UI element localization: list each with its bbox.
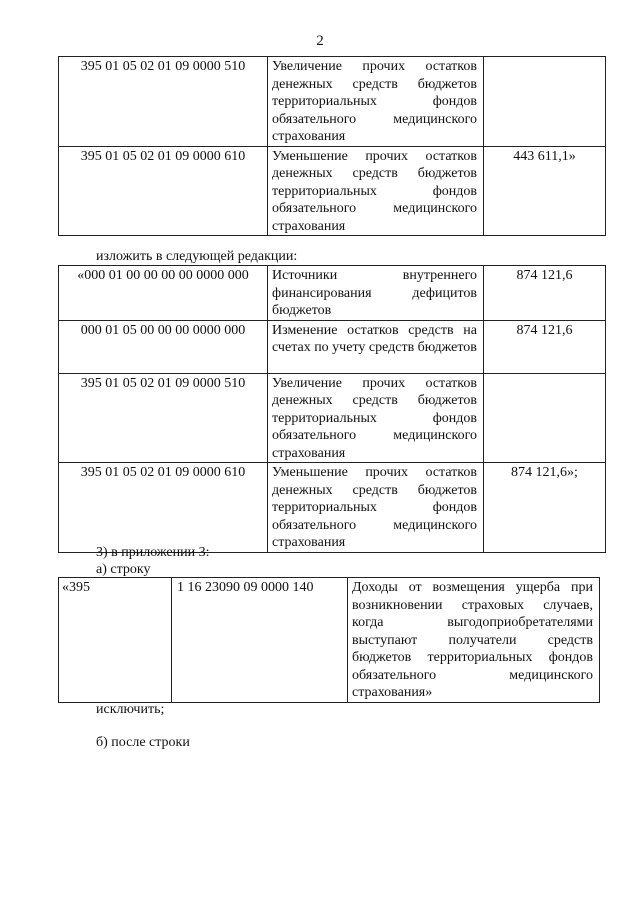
code-cell: 000 01 05 00 00 00 0000 000 <box>59 320 268 373</box>
revenue-table <box>58 577 600 703</box>
code-cell: 395 01 05 02 01 09 0000 510 <box>59 57 268 147</box>
exclude-text: исключить; <box>96 702 165 717</box>
desc-cell: Изменение остатков средств на счетах по учету средств бюджетов <box>268 320 484 373</box>
amount-cell: 874 121,6»; <box>484 463 606 553</box>
code-cell: «000 01 00 00 00 00 0000 000 <box>59 266 268 321</box>
table-row <box>59 57 606 147</box>
table-row <box>59 266 606 321</box>
desc-cell: Уменьшение прочих остатков денежных средств бюджетов территориальных фондов обязательного медицинского страхования <box>268 146 484 236</box>
table-row <box>59 373 606 463</box>
table-row <box>59 463 606 553</box>
amount-cell <box>484 373 606 463</box>
desc-cell: Источники внутреннего финансирования дефицитов бюджетов <box>268 266 484 321</box>
desc-cell: Доходы от возмещения ущерба при возникновении страховых случаев, когда выгодоприобретателями выступают получатели средств бюджетов территориальных фондов обязательного медицинского страхования» <box>348 578 600 703</box>
admin-code-cell: «395 <box>59 578 172 703</box>
desc-cell: Увеличение прочих остатков денежных средств бюджетов территориальных фондов обязательного медицинского страхования <box>268 373 484 463</box>
code-cell: 395 01 05 02 01 09 0000 610 <box>59 146 268 236</box>
sources-table-old <box>58 56 606 236</box>
desc-cell: Увеличение прочих остатков денежных средств бюджетов территориальных фондов обязательного медицинского страхования <box>268 57 484 147</box>
amount-cell <box>484 57 606 147</box>
desc-cell: Уменьшение прочих остатков денежных средств бюджетов территориальных фондов обязательного медицинского страхования <box>268 463 484 553</box>
item-a-text: а) строку <box>96 562 151 577</box>
item-b-text: б) после строки <box>96 735 190 750</box>
new-edition-text: изложить в следующей редакции: <box>96 249 298 264</box>
table-row <box>59 578 600 703</box>
amount-cell: 443 611,1» <box>484 146 606 236</box>
page-number: 2 <box>316 33 324 49</box>
budget-code-cell: 1 16 23090 09 0000 140 <box>172 578 348 703</box>
table-row <box>59 146 606 236</box>
amount-cell: 874 121,6 <box>484 320 606 373</box>
sources-table-new <box>58 265 606 553</box>
code-cell: 395 01 05 02 01 09 0000 510 <box>59 373 268 463</box>
appendix3-text: 3) в приложении 3: <box>96 545 210 560</box>
amount-cell: 874 121,6 <box>484 266 606 321</box>
table-row <box>59 320 606 373</box>
code-cell: 395 01 05 02 01 09 0000 610 <box>59 463 268 553</box>
